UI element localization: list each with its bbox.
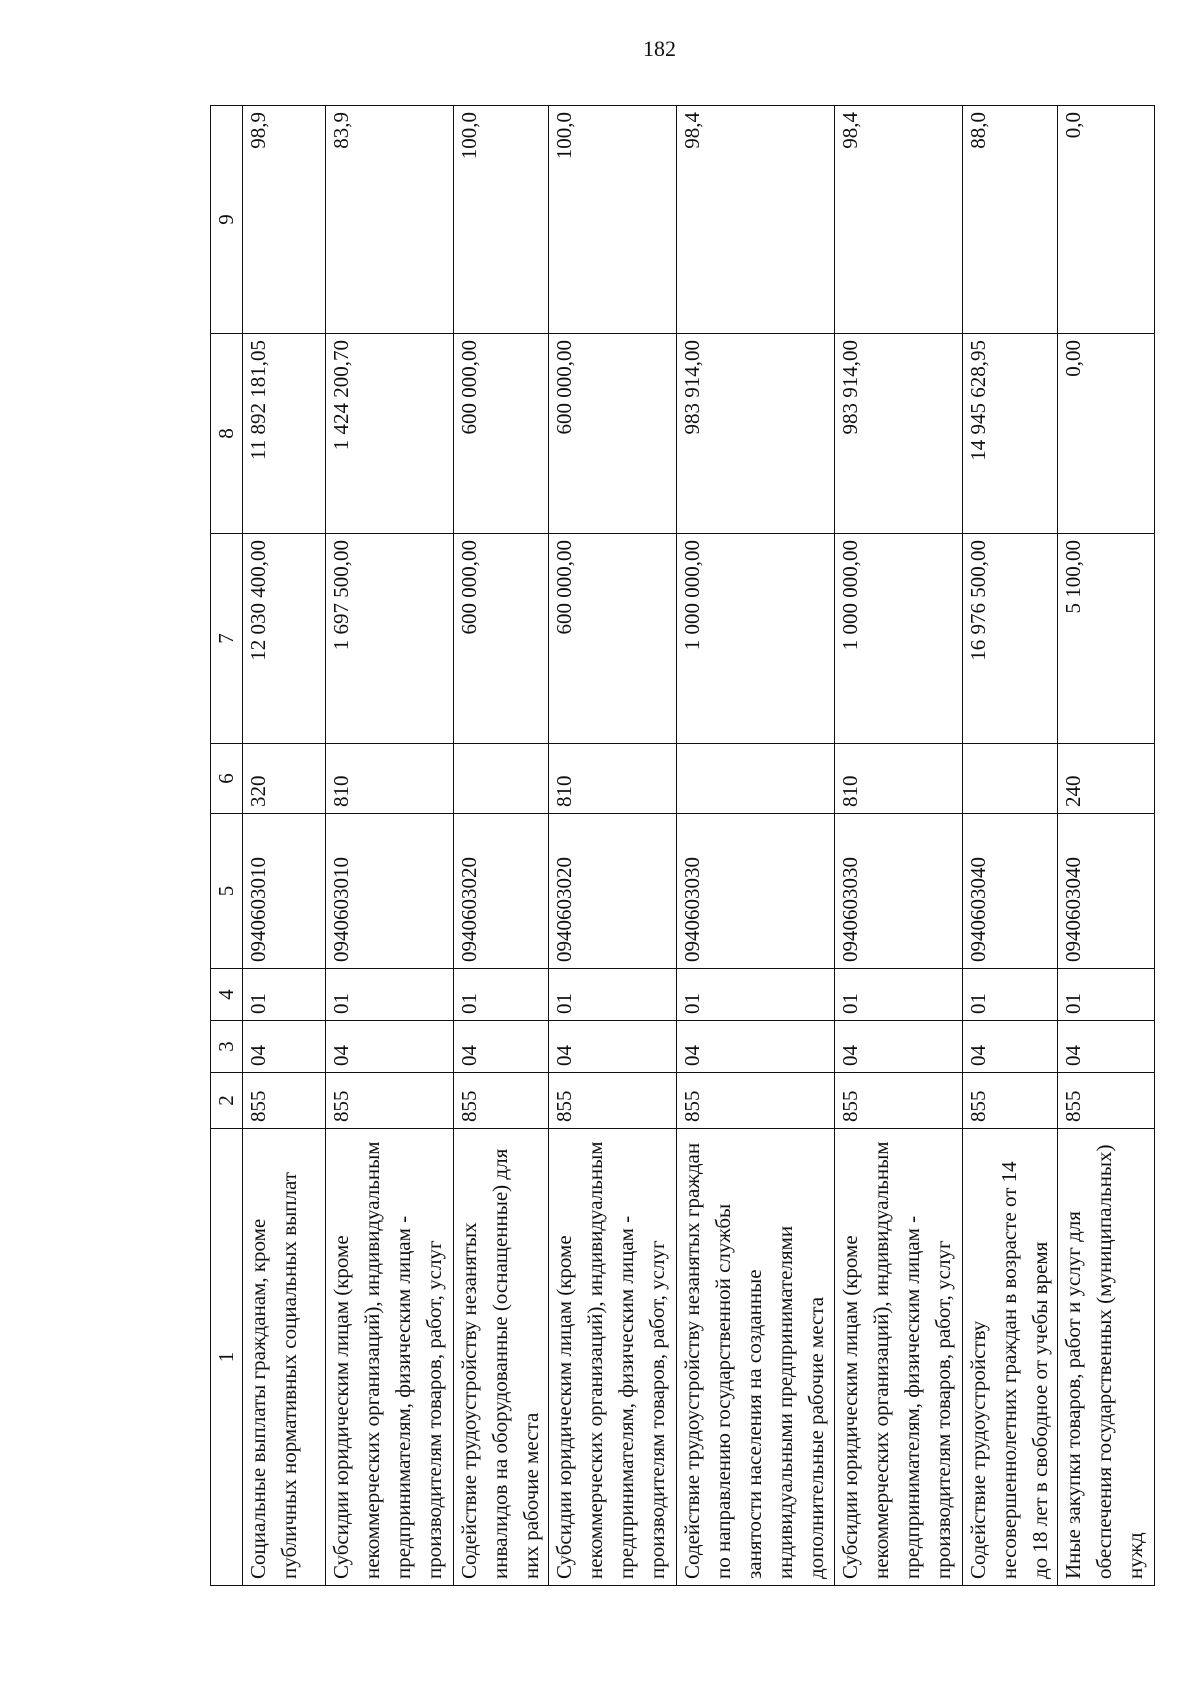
section-code: 04 bbox=[453, 1021, 549, 1073]
budget-table bbox=[210, 105, 1155, 1586]
expense-type-code: 240 bbox=[1058, 744, 1155, 814]
table-row bbox=[326, 106, 453, 1586]
planned-amount: 5 100,00 bbox=[1058, 534, 1155, 744]
executed-amount: 600 000,00 bbox=[549, 334, 676, 534]
planned-amount: 600 000,00 bbox=[453, 534, 549, 744]
executed-amount: 983 914,00 bbox=[676, 334, 835, 534]
planned-amount: 12 030 400,00 bbox=[243, 534, 326, 744]
row-name: Содействие трудоустройству незанятых инвалидов на оборудованные (оснащенные) для них рабочие места bbox=[453, 1129, 549, 1586]
table-row bbox=[453, 106, 549, 1586]
table-row bbox=[676, 106, 835, 1586]
execution-percent: 0,0 bbox=[1058, 106, 1155, 334]
expense-type-code bbox=[962, 744, 1058, 814]
target-article-code: 0940603020 bbox=[549, 814, 676, 969]
page-number: 182 bbox=[643, 36, 676, 61]
ministry-code: 855 bbox=[326, 1073, 453, 1129]
section-code: 04 bbox=[549, 1021, 676, 1073]
subsection-code: 01 bbox=[676, 969, 835, 1021]
subsection-code: 01 bbox=[549, 969, 676, 1021]
executed-amount: 600 000,00 bbox=[453, 334, 549, 534]
header-cell: 6 bbox=[211, 744, 243, 814]
executed-amount: 0,00 bbox=[1058, 334, 1155, 534]
header-cell: 4 bbox=[211, 969, 243, 1021]
executed-amount: 11 892 181,05 bbox=[243, 334, 326, 534]
execution-percent: 98,4 bbox=[835, 106, 962, 334]
header-row bbox=[211, 106, 243, 1586]
execution-percent: 98,9 bbox=[243, 106, 326, 334]
target-article-code: 0940603030 bbox=[835, 814, 962, 969]
subsection-code: 01 bbox=[962, 969, 1058, 1021]
executed-amount: 983 914,00 bbox=[835, 334, 962, 534]
target-article-code: 0940603030 bbox=[676, 814, 835, 969]
execution-percent: 83,9 bbox=[326, 106, 453, 334]
row-name: Социальные выплаты гражданам, кроме публичных нормативных социальных выплат bbox=[243, 1129, 326, 1586]
expense-type-code: 810 bbox=[549, 744, 676, 814]
row-name: Субсидии юридическим лицам (кроме некоммерческих организаций), индивидуальным предпринимателям, физическим лицам - производителям товаров, работ, услуг bbox=[549, 1129, 676, 1586]
expense-type-code: 320 bbox=[243, 744, 326, 814]
section-code: 04 bbox=[835, 1021, 962, 1073]
execution-percent: 98,4 bbox=[676, 106, 835, 334]
header-cell: 3 bbox=[211, 1021, 243, 1073]
section-code: 04 bbox=[962, 1021, 1058, 1073]
row-name: Содействие трудоустройству незанятых граждан по направлению государственной службы занятости населения на созданные индивидуальными предпринимателями дополнительные рабочие места bbox=[676, 1129, 835, 1586]
execution-percent: 100,0 bbox=[453, 106, 549, 334]
table-row bbox=[962, 106, 1058, 1586]
table-row bbox=[1058, 106, 1155, 1586]
target-article-code: 0940603040 bbox=[962, 814, 1058, 969]
ministry-code: 855 bbox=[835, 1073, 962, 1129]
header-cell: 1 bbox=[211, 1129, 243, 1586]
section-code: 04 bbox=[1058, 1021, 1155, 1073]
subsection-code: 01 bbox=[1058, 969, 1155, 1021]
subsection-code: 01 bbox=[453, 969, 549, 1021]
subsection-code: 01 bbox=[326, 969, 453, 1021]
row-name: Субсидии юридическим лицам (кроме некоммерческих организаций), индивидуальным предпринимателям, физическим лицам - производителям товаров, работ, услуг bbox=[326, 1129, 453, 1586]
execution-percent: 88,0 bbox=[962, 106, 1058, 334]
target-article-code: 0940603040 bbox=[1058, 814, 1155, 969]
header-cell: 5 bbox=[211, 814, 243, 969]
table-row bbox=[243, 106, 326, 1586]
header-cell: 8 bbox=[211, 334, 243, 534]
expense-type-code bbox=[453, 744, 549, 814]
planned-amount: 1 000 000,00 bbox=[835, 534, 962, 744]
target-article-code: 0940603020 bbox=[453, 814, 549, 969]
header-cell: 7 bbox=[211, 534, 243, 744]
subsection-code: 01 bbox=[835, 969, 962, 1021]
ministry-code: 855 bbox=[1058, 1073, 1155, 1129]
header-cell: 9 bbox=[211, 106, 243, 334]
expense-type-code bbox=[676, 744, 835, 814]
executed-amount: 14 945 628,95 bbox=[962, 334, 1058, 534]
rotated-table-container bbox=[210, 106, 1155, 1586]
row-name: Иные закупки товаров, работ и услуг для обеспечения государственных (муниципальных) нужд bbox=[1058, 1129, 1155, 1586]
executed-amount: 1 424 200,70 bbox=[326, 334, 453, 534]
header-cell: 2 bbox=[211, 1073, 243, 1129]
expense-type-code: 810 bbox=[326, 744, 453, 814]
row-name: Содействие трудоустройству несовершеннолетних граждан в возрасте от 14 до 18 лет в свободное от учебы время bbox=[962, 1129, 1058, 1586]
table-row bbox=[835, 106, 962, 1586]
target-article-code: 0940603010 bbox=[243, 814, 326, 969]
ministry-code: 855 bbox=[243, 1073, 326, 1129]
subsection-code: 01 bbox=[243, 969, 326, 1021]
row-name: Субсидии юридическим лицам (кроме некоммерческих организаций), индивидуальным предпринимателям, физическим лицам - производителям товаров, работ, услуг bbox=[835, 1129, 962, 1586]
execution-percent: 100,0 bbox=[549, 106, 676, 334]
table-row bbox=[549, 106, 676, 1586]
planned-amount: 16 976 500,00 bbox=[962, 534, 1058, 744]
section-code: 04 bbox=[326, 1021, 453, 1073]
ministry-code: 855 bbox=[962, 1073, 1058, 1129]
section-code: 04 bbox=[243, 1021, 326, 1073]
ministry-code: 855 bbox=[549, 1073, 676, 1129]
expense-type-code: 810 bbox=[835, 744, 962, 814]
target-article-code: 0940603010 bbox=[326, 814, 453, 969]
planned-amount: 600 000,00 bbox=[549, 534, 676, 744]
section-code: 04 bbox=[676, 1021, 835, 1073]
planned-amount: 1 000 000,00 bbox=[676, 534, 835, 744]
ministry-code: 855 bbox=[453, 1073, 549, 1129]
planned-amount: 1 697 500,00 bbox=[326, 534, 453, 744]
ministry-code: 855 bbox=[676, 1073, 835, 1129]
